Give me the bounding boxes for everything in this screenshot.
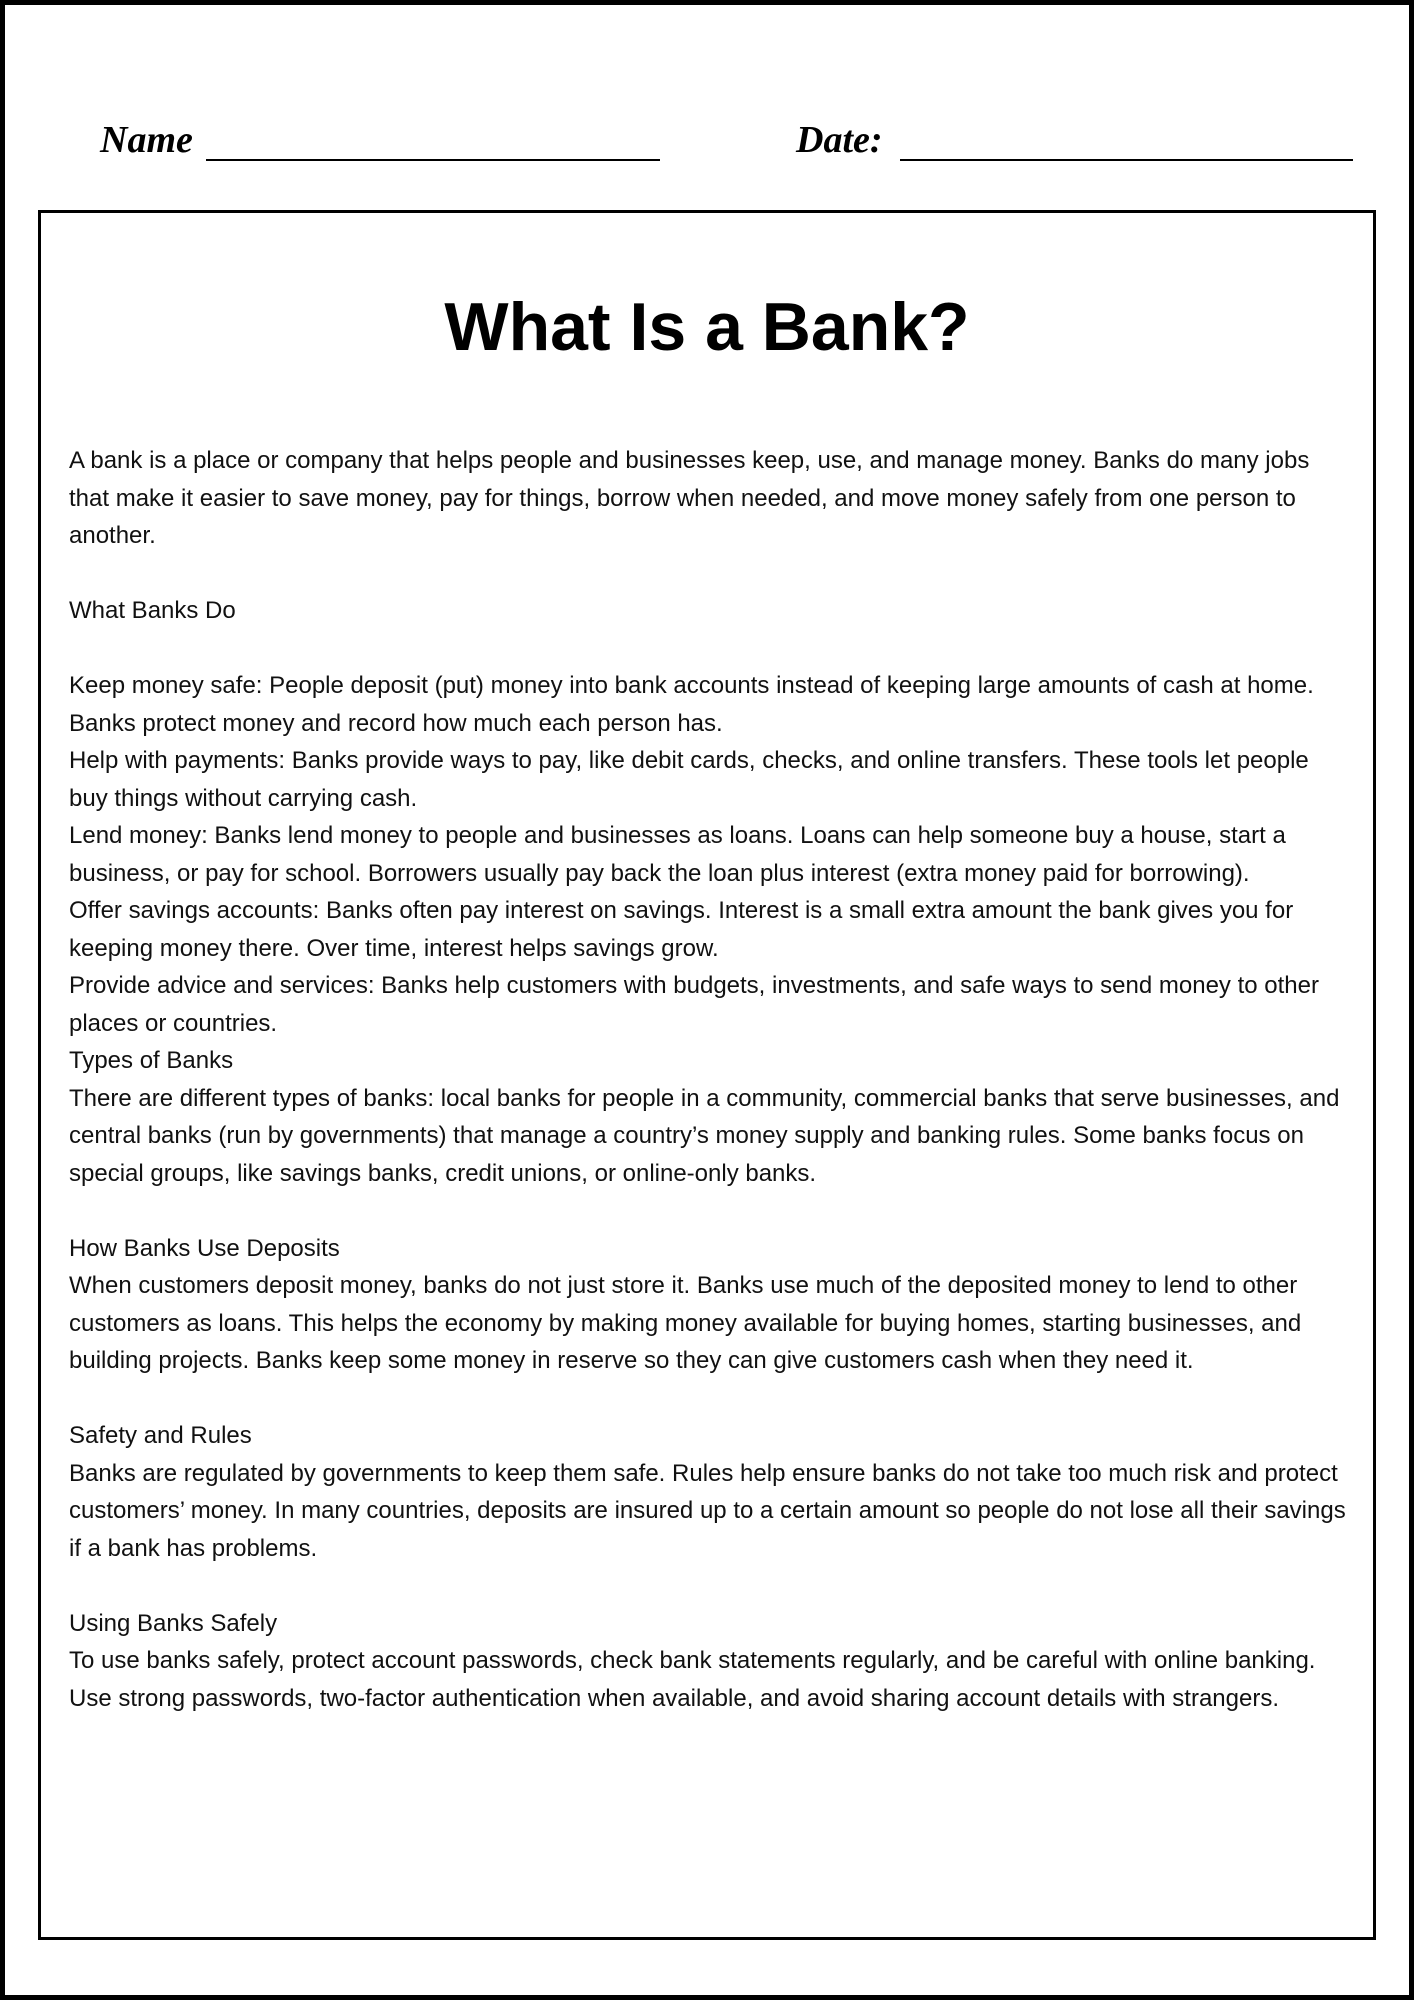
safety-paragraph: Banks are regulated by governments to keep them safe. Rules help ensure banks do not take too much risk and protect customers’ money. In many countries, deposits are insured up to a certain amount so people do not lose all their savings if a bank has problems.: [69, 1459, 1346, 1562]
bank-job-item: Offer savings accounts: Banks often pay interest on savings. Interest is a small extra amount the bank gives you for keeping money there. Over time, interest helps savings grow.: [69, 897, 1294, 962]
section-heading-types-of-banks: Types of Banks: [69, 1047, 234, 1074]
section-heading-safety-and-rules: Safety and Rules: [69, 1422, 252, 1449]
worksheet-body: [69, 442, 1349, 1717]
date-label: Date:: [796, 119, 883, 161]
spacer: [69, 1567, 1349, 1605]
bank-job-item: Provide advice and services: Banks help customers with budgets, investments, and safe ways to send money to other places or countries.: [69, 972, 1319, 1037]
content-box: [38, 210, 1376, 1940]
using-banks-safely-paragraph: To use banks safely, protect account passwords, check bank statements regularly, and be careful with online banking. Use strong passwords, two-factor authentication when available, and avoid sharing account details with strangers.: [69, 1647, 1316, 1712]
intro-paragraph: A bank is a place or company that helps people and businesses keep, use, and manage money. Banks do many jobs that make it easier to save money, pay for things, borrow when needed, and move money safely from one person to another.: [69, 447, 1310, 549]
name-blank-line: [206, 159, 660, 161]
spacer: [69, 1192, 1349, 1230]
section-heading-how-banks-use-deposits: How Banks Use Deposits: [69, 1234, 340, 1262]
section-heading-what-banks-do: What Banks Do: [69, 597, 236, 624]
bank-job-item: Keep money safe: People deposit (put) money into bank accounts instead of keeping large amounts of cash at home. Banks protect money and record how much each person has.: [69, 672, 1314, 737]
worksheet-header: [0, 0, 1414, 170]
date-blank-line: [900, 159, 1353, 161]
spacer: [69, 1380, 1349, 1418]
bank-job-item: Help with payments: Banks provide ways to pay, like debit cards, checks, and online transfers. These tools let people buy things without carrying cash.: [69, 747, 1309, 812]
name-label: Name: [100, 119, 193, 161]
page-title: What Is a Bank?: [444, 289, 970, 365]
deposits-paragraph: When customers deposit money, banks do not just store it. Banks use much of the deposited money to lend to other customers as loans. This helps the economy by making money available for buying homes, starting businesses, and building projects. Banks keep some money in reserve so they can give customers cash when they need it.: [69, 1272, 1302, 1374]
types-of-banks-paragraph: There are different types of banks: local banks for people in a community, commercial banks that serve businesses, and central banks (run by governments) that manage a country’s money supply and banking rules. Some banks focus on special groups, like savings banks, credit unions, or online-only banks.: [69, 1084, 1340, 1187]
spacer: [69, 555, 1349, 593]
section-heading-using-banks-safely: Using Banks Safely: [69, 1609, 278, 1637]
bank-job-item: Lend money: Banks lend money to people and businesses as loans. Loans can help someone buy a house, start a business, or pay for school. Borrowers usually pay back the loan plus interest (extra money paid for borrowing).: [69, 822, 1286, 887]
spacer: [69, 630, 1349, 668]
